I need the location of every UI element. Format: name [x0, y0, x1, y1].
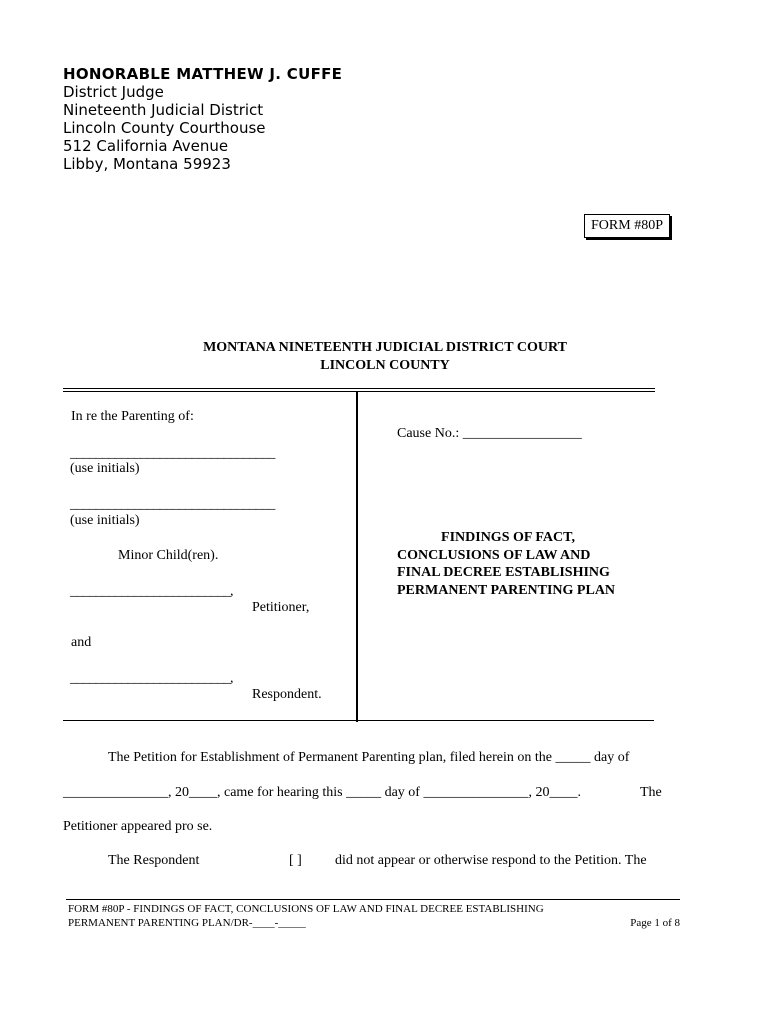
findings-title-line-3: FINAL DECREE ESTABLISHING — [397, 565, 610, 580]
city-state-zip: Libby, Montana 59923 — [63, 155, 231, 173]
respondent-checkbox[interactable]: [ ] — [289, 853, 302, 868]
use-initials-label-2: (use initials) — [70, 513, 140, 528]
findings-title-line-4: PERMANENT PARENTING PLAN — [397, 582, 616, 598]
respondent-label: Respondent. — [252, 687, 322, 702]
form-number-box: FORM #80P — [584, 214, 670, 238]
petitioner-label: Petitioner, — [252, 600, 310, 615]
cause-number-field: Cause No.: _________________ — [397, 426, 582, 441]
judge-title: District Judge — [63, 83, 164, 101]
court-name: MONTANA NINETEENTH JUDICIAL DISTRICT COURT — [203, 340, 567, 355]
county-name: LINCOLN COUNTY — [320, 358, 450, 373]
findings-title-line-2: CONCLUSIONS OF LAW AND — [397, 547, 591, 563]
child-name-blank-2: ________________________________ — [70, 497, 275, 512]
paragraph-1-line-1: The Petition for Establishment of Permanent Parenting plan, filed herein on the _____ day of — [108, 750, 630, 765]
document-title — [397, 529, 647, 599]
caption-bottom-rule — [63, 720, 654, 721]
in-re-label: In re the Parenting of: — [71, 409, 194, 424]
courthouse: Lincoln County Courthouse — [63, 119, 266, 137]
respondent-name-blank: _________________________, — [70, 671, 233, 686]
judicial-district: Nineteenth Judicial District — [63, 101, 264, 119]
caption-top-rule-1 — [63, 388, 655, 389]
page-number: Page 1 of 8 — [630, 917, 680, 929]
findings-title-line-1: FINDINGS OF FACT, — [441, 530, 575, 545]
street-address: 512 California Avenue — [63, 137, 229, 155]
minor-children-label: Minor Child(ren). — [118, 548, 219, 563]
use-initials-label-1: (use initials) — [70, 461, 140, 476]
paragraph-1-line-2: _______________, 20____, came for hearing this _____ day of _______________, 20____. — [63, 785, 581, 800]
paragraph-1-line-3: Petitioner appeared pro se. — [63, 819, 213, 834]
footer-rule — [66, 899, 680, 900]
child-name-blank-1: ________________________________ — [70, 446, 275, 461]
footer-line-1: FORM #80P - FINDINGS OF FACT, CONCLUSIONS OF LAW AND FINAL DECREE ESTABLISHING — [68, 903, 544, 915]
respondent-paragraph-rest: did not appear or otherwise respond to the Petition. The — [335, 853, 647, 868]
judge-address-block — [63, 65, 342, 173]
and-label: and — [71, 635, 92, 650]
judge-name: HONORABLE MATTHEW J. CUFFE — [63, 65, 343, 83]
page-footer — [68, 902, 680, 930]
court-title — [0, 339, 770, 375]
caption-vertical-divider — [356, 392, 358, 722]
petitioner-name-blank: _________________________, — [70, 584, 233, 599]
caption-top-rule-2 — [63, 391, 655, 392]
paragraph-1-line-2-end: The — [640, 785, 662, 800]
respondent-paragraph-start: The Respondent — [108, 853, 200, 868]
footer-line-2: PERMANENT PARENTING PLAN/DR-____-_____ — [68, 917, 306, 929]
